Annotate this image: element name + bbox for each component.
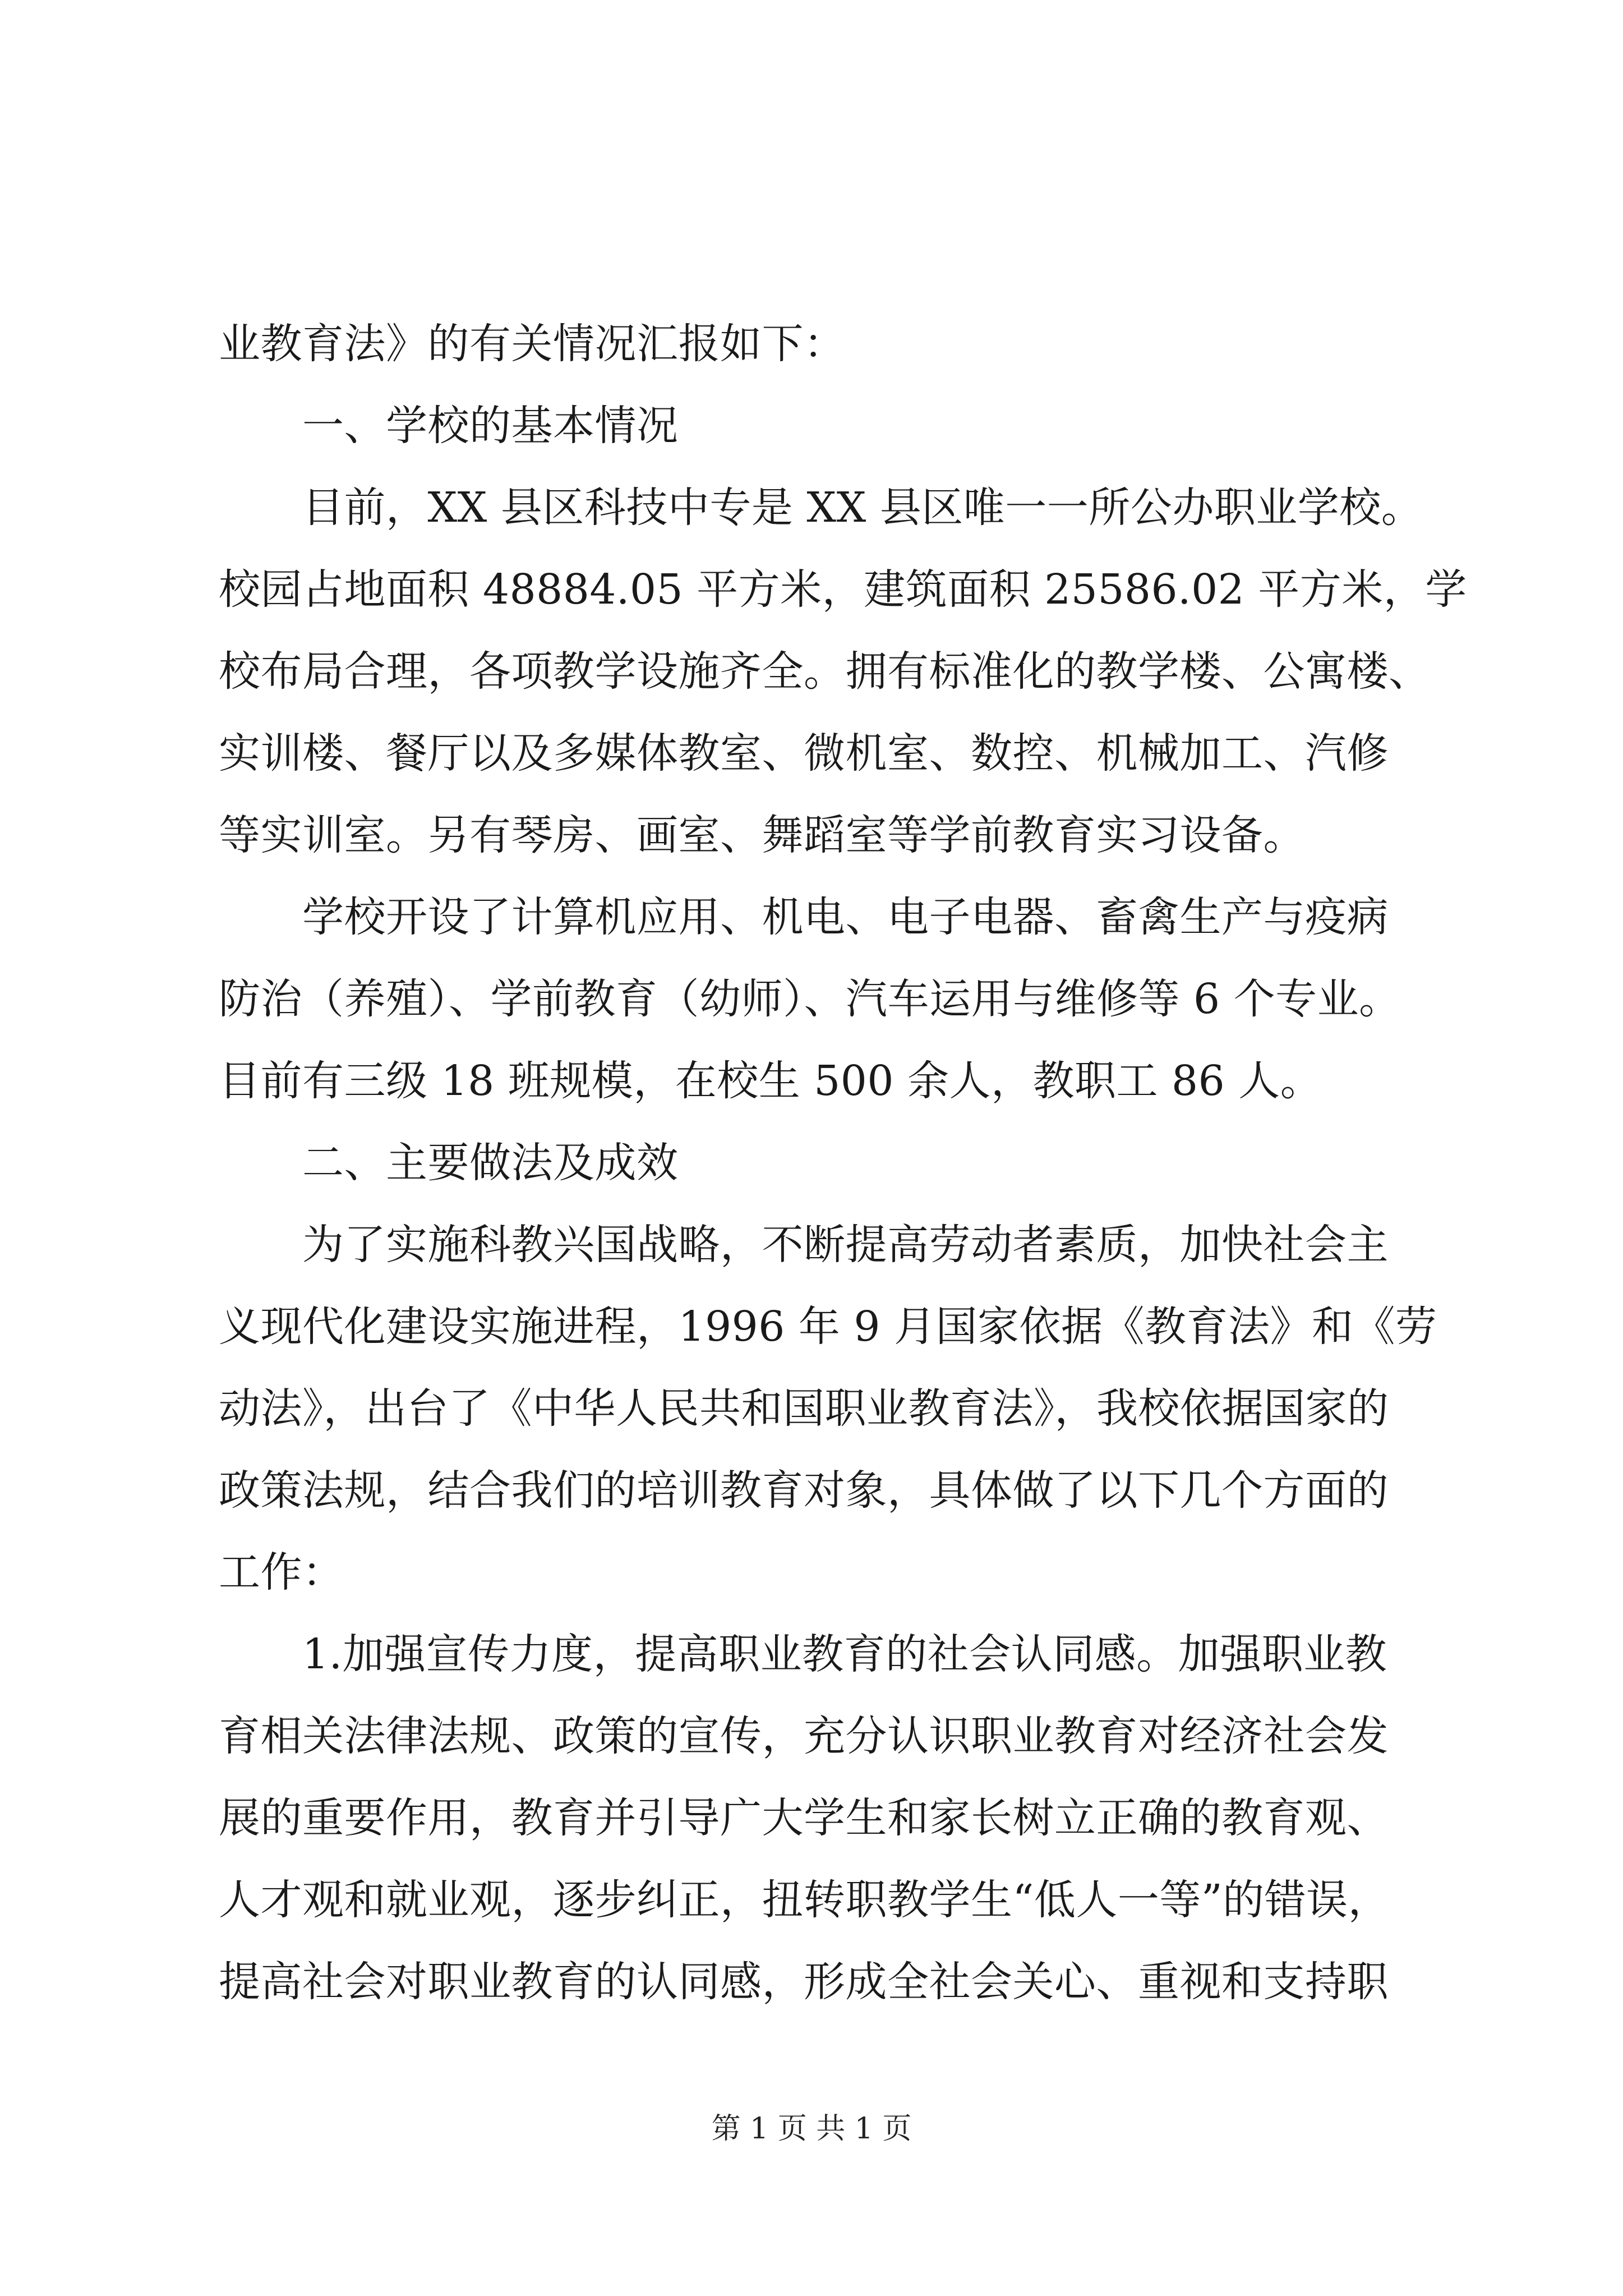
text-line: 校园占地面积 48884.05 平方米，建筑面积 25586.02 平方米，学 — [219, 565, 1467, 614]
text-line: 目前，XX 县区科技中专是 XX 县区唯一一所公办职业学校。 — [219, 484, 1423, 532]
text-line: 人才观和就业观，逐步纠正，扭转职教学生“低人一等”的错误， — [219, 1876, 1390, 1924]
text-line: 政策法规，结合我们的培训教育对象，具体做了以下几个方面的 — [219, 1466, 1389, 1515]
text-line: 提高社会对职业教育的认同感，形成全社会关心、重视和支持职 — [219, 1958, 1389, 2006]
text-line: 等实训室。另有琴房、画室、舞蹈室等学前教育实习设备。 — [219, 811, 1305, 859]
text-line: 动法》，出台了《中华人民共和国职业教育法》，我校依据国家的 — [219, 1384, 1389, 1433]
document-body — [219, 303, 1467, 2023]
text-line: 义现代化建设实施进程，1996 年 9 月国家依据《教育法》和《劳 — [219, 1303, 1437, 1351]
text-line: 业教育法》的有关情况汇报如下： — [219, 320, 846, 368]
text-line: 为了实施科教兴国战略，不断提高劳动者素质，加快社会主 — [219, 1221, 1389, 1269]
text-line: 展的重要作用，教育并引导广大学生和家长树立正确的教育观、 — [219, 1794, 1389, 1842]
text-line: 校布局合理，各项教学设施齐全。拥有标准化的教学楼、公寓楼、 — [219, 647, 1431, 696]
text-line: 育相关法律法规、政策的宣传，充分认识职业教育对经济社会发 — [219, 1712, 1389, 1760]
text-line: 目前有三级 18 班规模，在校生 500 余人，教职工 86 人。 — [219, 1057, 1322, 1105]
text-line: 防治（养殖）、学前教育（幼师）、汽车运用与维修等 6 个专业。 — [219, 975, 1401, 1023]
section-heading: 一、学校的基本情况 — [219, 402, 679, 450]
section-heading: 二、主要做法及成效 — [219, 1139, 679, 1187]
page-number-footer: 第 1 页 共 1 页 — [711, 2112, 912, 2146]
text-line: 工作： — [219, 1548, 344, 1596]
text-line: 1.加强宣传力度，提高职业教育的社会认同感。加强职业教 — [219, 1630, 1387, 1678]
text-line: 实训楼、餐厅以及多媒体教室、微机室、数控、机械加工、汽修 — [219, 729, 1389, 777]
text-line: 学校开设了计算机应用、机电、电子电器、畜禽生产与疫病 — [219, 893, 1389, 941]
